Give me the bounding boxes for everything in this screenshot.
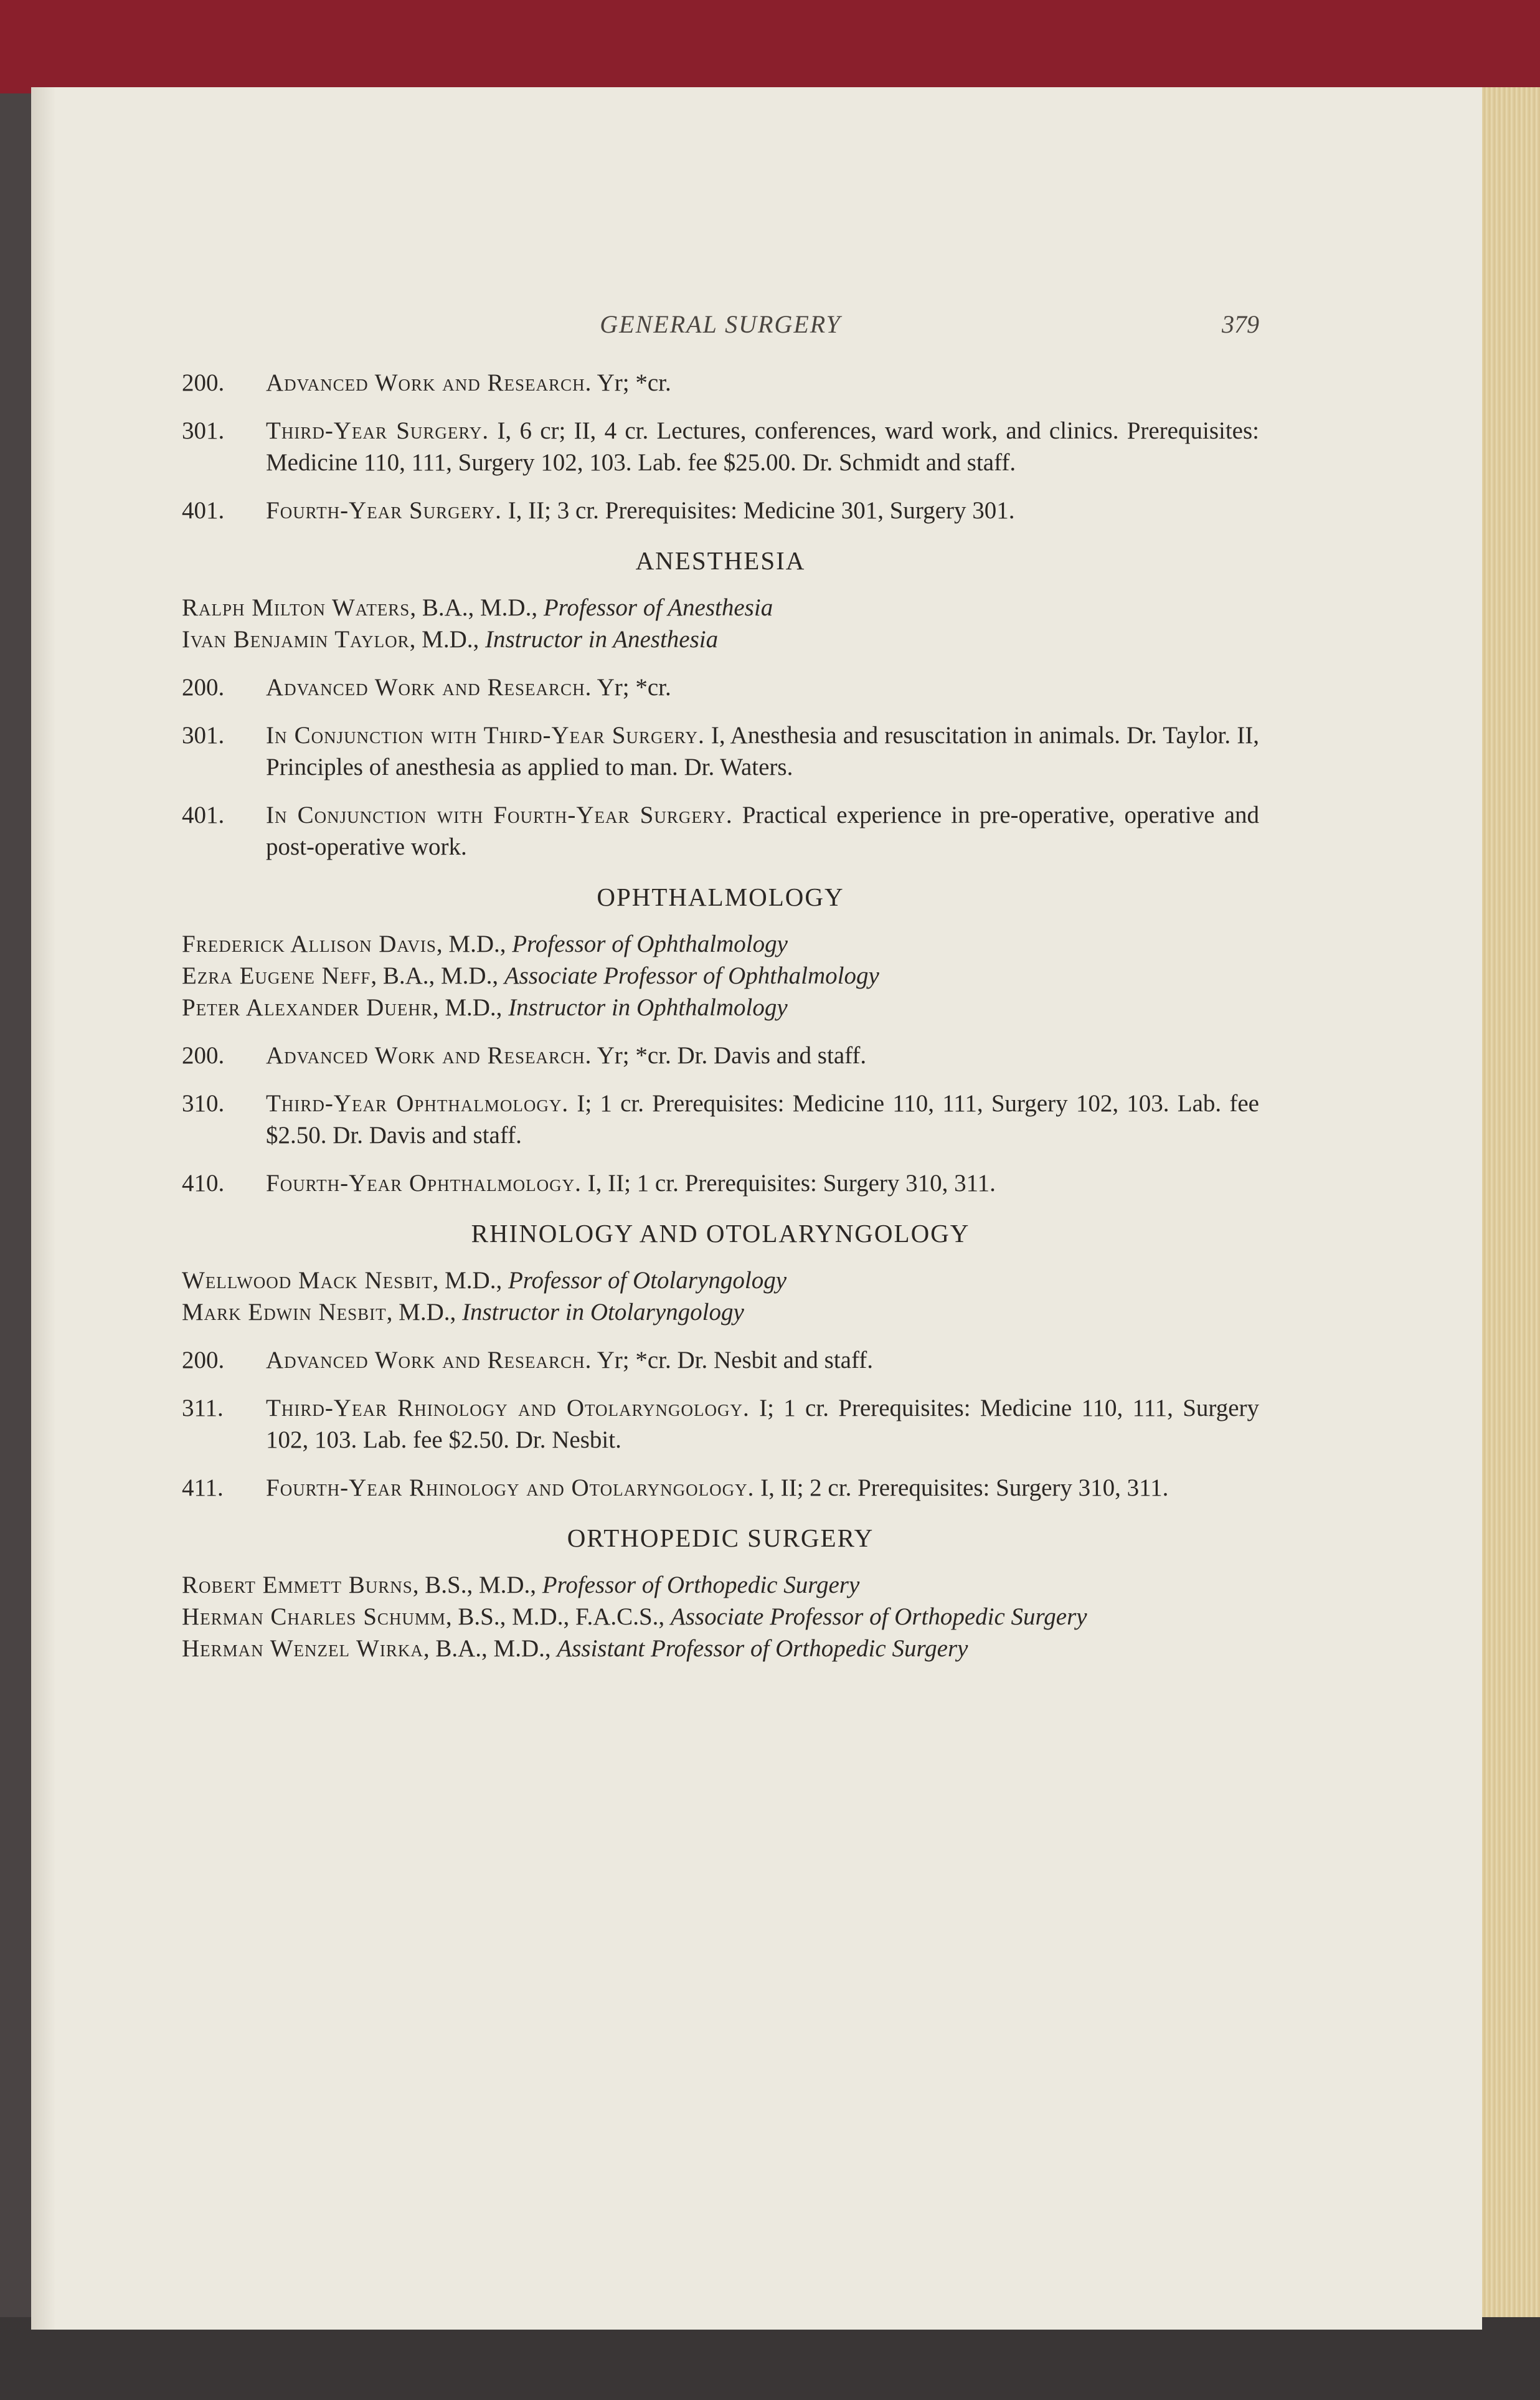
faculty-name: Ralph Milton Waters [182, 594, 410, 621]
course-body: I, II; 3 cr. Prerequisites: Medicine 301, Surgery 301. [501, 497, 1015, 524]
course-number: 311. [182, 1395, 224, 1421]
section-heading: ANESTHESIA [635, 546, 806, 575]
course-description [266, 1040, 1259, 1071]
department-section [182, 881, 1259, 1199]
course-title: In Conjunction with Fourth-Year Surgery. [266, 802, 733, 828]
course-number: 310. [182, 1090, 225, 1117]
department-section [182, 1522, 1259, 1664]
faculty-name: Mark Edwin Nesbit [182, 1299, 387, 1326]
faculty-rank: Professor of Orthopedic Surgery [542, 1572, 860, 1598]
department-sections [182, 545, 1259, 1664]
faculty-rank: Associate Professor of Orthopedic Surgery [670, 1603, 1087, 1630]
faculty-degrees: , M.D., [409, 626, 485, 653]
faculty-degrees: , B.A., M.D., [371, 962, 504, 989]
course-number: 200. [182, 674, 225, 701]
faculty-rank: Professor of Otolaryngology [508, 1267, 787, 1294]
faculty-degrees: , M.D., [432, 994, 509, 1021]
faculty-name: Robert Emmett Burns [182, 1572, 413, 1598]
course-number: 401. [182, 497, 225, 524]
faculty-degrees: , B.S., M.D., [412, 1572, 542, 1598]
course-entry [182, 1472, 1259, 1504]
faculty-member [182, 928, 1259, 960]
course-body: I, Anesthesia and resuscitation in animals. Dr. Taylor. II, Principles of anesthesia as applied to man. Dr. Waters. [266, 722, 1259, 780]
faculty-name: Ivan Benjamin Taylor [182, 626, 410, 653]
faculty-member [182, 1601, 1259, 1633]
course-title: Fourth-Year Ophthalmology. [266, 1170, 582, 1197]
course-entry [182, 367, 1259, 399]
faculty-member [182, 624, 1259, 655]
course-description [266, 1344, 1259, 1376]
faculty-member [182, 1296, 1259, 1328]
course-title: Third-Year Surgery. [266, 417, 489, 444]
course-body: I, 6 cr; II, 4 cr. Lectures, conferences, ward work, and clinics. Prerequisites: Medicine 110, 111, Surgery 102, 103. Lab. fee $25.00. Dr. Schmidt and staff. [266, 417, 1259, 476]
page-content [182, 308, 1259, 1681]
course-body: Yr; *cr. Dr. Nesbit and staff. [592, 1347, 873, 1373]
course-entry [182, 1167, 1259, 1199]
faculty-name: Wellwood Mack Nesbit [182, 1267, 433, 1294]
course-number: 200. [182, 1347, 225, 1373]
faculty-rank: Professor of Ophthalmology [512, 931, 788, 957]
faculty-degrees: , B.A., M.D., [423, 1635, 557, 1662]
course-entry [182, 671, 1259, 703]
faculty-member [182, 992, 1259, 1023]
faculty-list [182, 1569, 1259, 1664]
faculty-degrees: , M.D., [436, 931, 513, 957]
course-entry [182, 719, 1259, 783]
course-description [266, 671, 1259, 703]
faculty-member [182, 960, 1259, 992]
course-title: Fourth-Year Surgery. [266, 497, 502, 524]
faculty-member [182, 1569, 1259, 1601]
course-title: Third-Year Rhinology and Otolaryngology. [266, 1395, 750, 1421]
section-heading: ORTHOPEDIC SURGERY [567, 1524, 874, 1552]
course-description [266, 1088, 1259, 1151]
faculty-rank: Instructor in Otolaryngology [462, 1299, 744, 1326]
book-cover-top [0, 0, 1540, 93]
course-number: 301. [182, 722, 225, 749]
course-title: Fourth-Year Rhinology and Otolaryngology. [266, 1474, 755, 1501]
department-section [182, 545, 1259, 863]
course-number: 401. [182, 802, 225, 828]
course-entry [182, 799, 1259, 863]
course-title: Advanced Work and Research. [266, 1042, 592, 1069]
course-entry [182, 1040, 1259, 1071]
course-title: In Conjunction with Third-Year Surgery. [266, 722, 705, 749]
faculty-name: Frederick Allison Davis [182, 931, 437, 957]
page-number: 379 [1222, 310, 1259, 338]
faculty-list [182, 592, 1259, 655]
course-body: Practical experience in pre-operative, operative and post-operative work. [266, 802, 1260, 860]
course-number: 301. [182, 417, 225, 444]
faculty-name: Herman Charles Schumm [182, 1603, 446, 1630]
course-body: I, II; 1 cr. Prerequisites: Surgery 310, 311. [581, 1170, 996, 1197]
course-title: Advanced Work and Research. [266, 674, 592, 701]
faculty-name: Peter Alexander Duehr [182, 994, 433, 1021]
faculty-list [182, 1264, 1259, 1328]
course-entry [182, 1344, 1259, 1376]
course-number: 411. [182, 1474, 224, 1501]
faculty-list [182, 928, 1259, 1023]
faculty-rank: Professor of Anesthesia [543, 594, 773, 621]
course-body: I; 1 cr. Prerequisites: Medicine 110, 111, Surgery 102, 103. Lab. fee $2.50. Dr. Davis and staff. [266, 1090, 1259, 1149]
course-entry [182, 1088, 1259, 1151]
faculty-rank: Assistant Professor of Orthopedic Surgery [557, 1635, 968, 1662]
page-gutter-shadow [31, 87, 56, 2330]
section-heading: OPHTHALMOLOGY [597, 883, 844, 911]
section-heading: RHINOLOGY AND OTOLARYNGOLOGY [471, 1219, 970, 1248]
course-body: I, II; 2 cr. Prerequisites: Surgery 310, 311. [754, 1474, 1169, 1501]
course-description [266, 719, 1259, 783]
faculty-member [182, 1264, 1259, 1296]
course-title: Advanced Work and Research. [266, 1347, 592, 1373]
faculty-member [182, 592, 1259, 624]
course-title: Third-Year Ophthalmology. [266, 1090, 569, 1117]
course-description [266, 495, 1259, 526]
faculty-name: Herman Wenzel Wirka [182, 1635, 423, 1662]
faculty-degrees: , B.S., M.D., F.A.C.S., [445, 1603, 671, 1630]
course-entry [182, 415, 1259, 478]
faculty-rank: Instructor in Anesthesia [485, 626, 719, 653]
faculty-degrees: , M.D., [432, 1267, 508, 1294]
faculty-degrees: , B.A., M.D., [410, 594, 544, 621]
course-title: Advanced Work and Research. [266, 369, 592, 396]
faculty-rank: Associate Professor of Ophthalmology [504, 962, 879, 989]
intro-course-list [182, 367, 1259, 526]
faculty-member [182, 1633, 1259, 1664]
course-body: Yr; *cr. [592, 674, 671, 701]
department-section [182, 1218, 1259, 1504]
course-entry [182, 495, 1259, 526]
course-number: 200. [182, 1042, 225, 1069]
faculty-name: Ezra Eugene Neff [182, 962, 371, 989]
running-head-title: GENERAL SURGERY [600, 310, 841, 338]
course-description [266, 415, 1259, 478]
faculty-degrees: , M.D., [386, 1299, 462, 1326]
course-body: Yr; *cr. Dr. Davis and staff. [592, 1042, 867, 1069]
course-body: I; 1 cr. Prerequisites: Medicine 110, 111, Surgery 102, 103. Lab. fee $2.50. Dr. Nesbit. [266, 1395, 1259, 1453]
faculty-rank: Instructor in Ophthalmology [508, 994, 788, 1021]
course-description [266, 1392, 1259, 1456]
running-head [182, 308, 1259, 346]
course-entry [182, 1392, 1259, 1456]
course-description [266, 799, 1259, 863]
course-description [266, 1167, 1259, 1199]
course-number: 200. [182, 369, 225, 396]
course-body: Yr; *cr. [592, 369, 671, 396]
course-number: 410. [182, 1170, 225, 1197]
course-description [266, 1472, 1259, 1504]
page-edges [1482, 87, 1540, 2317]
course-description [266, 367, 1259, 399]
